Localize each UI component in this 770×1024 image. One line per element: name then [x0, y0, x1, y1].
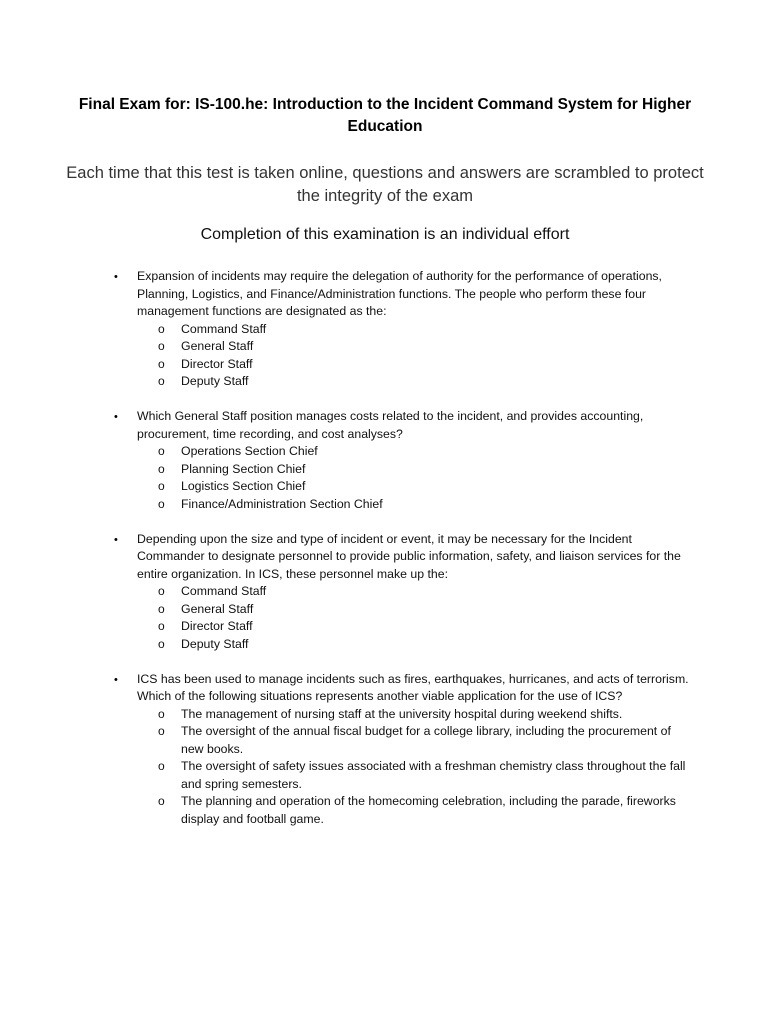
answer-option-text: Command Staff	[181, 584, 267, 598]
option-marker: o	[158, 496, 165, 511]
answer-option	[137, 321, 690, 339]
option-marker: o	[158, 339, 165, 353]
option-marker: o	[158, 601, 165, 616]
answer-option-text: Operations Section Chief	[181, 444, 318, 458]
option-marker: o	[158, 706, 165, 721]
individual-effort-notice: Completion of this examination is an individual effort	[200, 226, 570, 243]
answer-options	[137, 583, 690, 653]
answer-option-text: The oversight of safety issues associated with a freshman chemistry class throughout the fall and spring semesters.	[181, 759, 686, 791]
answer-option-text: Logistics Section Chief	[181, 479, 306, 493]
option-marker: o	[158, 584, 165, 598]
bullet-marker: •	[114, 533, 118, 546]
answer-option-text: The oversight of the annual fiscal budget for a college library, including the procurement of new books.	[181, 724, 671, 756]
question-item	[0, 408, 770, 513]
option-marker: o	[158, 356, 165, 371]
option-marker: o	[158, 374, 165, 388]
question-item	[0, 268, 770, 391]
scramble-notice: Each time that this test is taken online, questions and answers are scrambled to protect the integrity of the exam	[66, 164, 704, 205]
option-marker: o	[158, 794, 165, 808]
answer-option-text: Director Staff	[181, 356, 253, 371]
answer-option	[137, 478, 690, 496]
option-marker: o	[158, 636, 165, 651]
option-marker: o	[158, 321, 165, 336]
answer-option	[137, 706, 690, 724]
option-marker: o	[158, 461, 165, 476]
question-text: Depending upon the size and type of incident or event, it may be necessary for the Incident Commander to designate personnel to provide public information, safety, and liaison services for the entire organization. In ICS, these personnel make up the:	[137, 531, 681, 581]
answer-option	[137, 618, 690, 636]
answer-option-text: Deputy Staff	[181, 374, 249, 388]
answer-option-text: The management of nursing staff at the university hospital during weekend shifts.	[181, 706, 623, 721]
answer-option-text: General Staff	[181, 339, 254, 353]
bullet-marker: •	[114, 411, 118, 423]
answer-option	[137, 496, 690, 514]
answer-option-text: Command Staff	[181, 321, 267, 336]
answer-option	[137, 461, 690, 479]
answer-option	[137, 356, 690, 374]
answer-option	[137, 583, 690, 601]
answer-option	[137, 373, 690, 391]
option-marker: o	[158, 619, 165, 633]
question-text: Which General Staff position manages costs related to the incident, and provides accounting, procurement, time recording, and cost analyses?	[137, 409, 644, 441]
answer-option-text: General Staff	[181, 601, 254, 616]
answer-option	[137, 601, 690, 619]
answer-option	[137, 723, 690, 758]
option-marker: o	[158, 444, 165, 458]
answer-option-text: The planning and operation of the homecoming celebration, including the parade, fireworks display and football game.	[181, 794, 676, 826]
bullet-marker: •	[114, 271, 118, 283]
question-item	[0, 531, 770, 654]
option-marker: o	[158, 479, 165, 493]
answer-option	[137, 636, 690, 654]
question-item	[0, 671, 770, 829]
question-text: Expansion of incidents may require the delegation of authority for the performance of operations, Planning, Logistics, and Finance/Administration functions. The people who perform these four management functions are designated as the:	[137, 269, 662, 318]
answer-options	[137, 321, 690, 391]
answer-option-text: Finance/Administration Section Chief	[181, 496, 383, 511]
answer-option	[137, 793, 690, 828]
question-text: ICS has been used to manage incidents such as fires, earthquakes, hurricanes, and acts of terrorism. Which of the following situations represents another viable application for the use of ICS?	[137, 671, 689, 703]
option-marker: o	[158, 724, 165, 738]
answer-option	[137, 758, 690, 793]
answer-options	[137, 706, 690, 829]
answer-option	[137, 338, 690, 356]
option-marker: o	[158, 759, 165, 773]
answer-option-text: Deputy Staff	[181, 636, 249, 651]
page-title: Final Exam for: IS-100.he: Introduction to the Incident Command System for Higher Education	[78, 96, 692, 135]
answer-option-text: Director Staff	[181, 619, 253, 633]
answer-options	[137, 443, 690, 513]
bullet-marker: •	[114, 673, 118, 686]
answer-option-text: Planning Section Chief	[181, 461, 306, 476]
question-list	[0, 268, 770, 846]
answer-option	[137, 443, 690, 461]
